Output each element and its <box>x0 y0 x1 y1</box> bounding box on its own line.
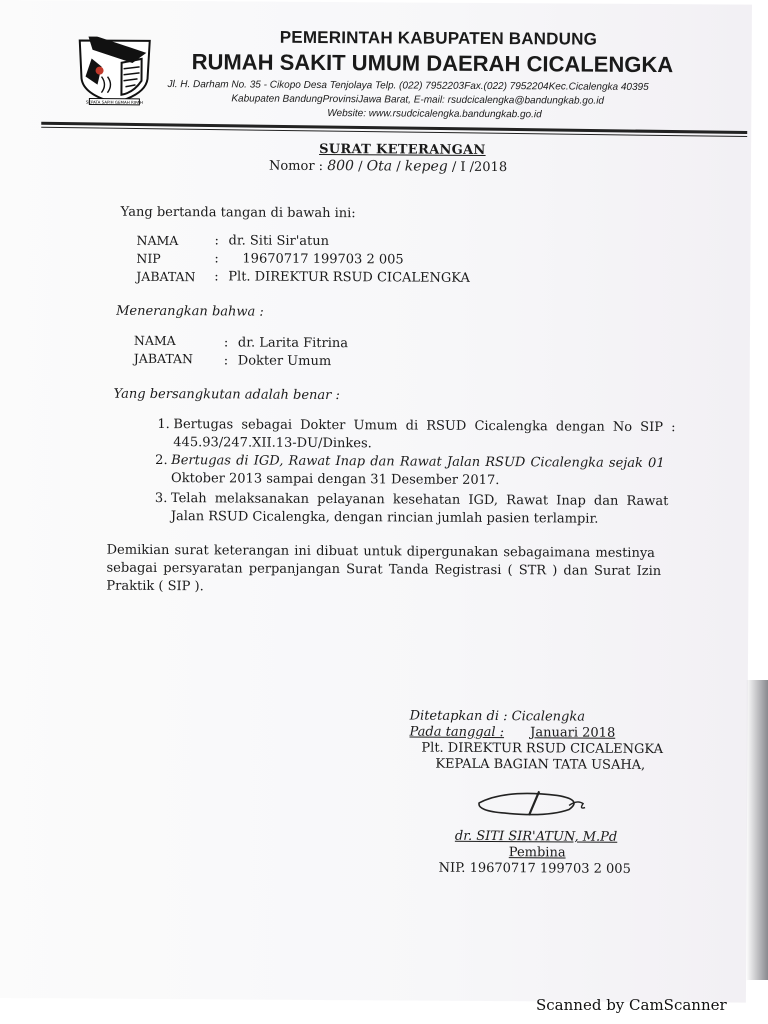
item-3-line-1: Telah melaksanakan pelayanan kesehatan IGD, Rawat Inap dan Rawat <box>170 491 669 510</box>
signer-nama-label: NAMA <box>136 232 179 249</box>
signer-jabatan-label: JABATAN <box>136 268 196 285</box>
subject-intro-text: Menerangkan bahwa <box>116 303 256 320</box>
subject-nama-label: NAMA <box>133 332 176 349</box>
address-line-2: Kabupaten BandungProvinsiJawa Barat, E-mail: rsudcicalengka@bandungkab.go.id <box>231 93 605 107</box>
item-2-line-2: Oktober 2013 sampai dengan 31 Desember 2017. <box>171 471 500 489</box>
page-edge-shadow <box>746 680 768 980</box>
signer-jabatan-value: Plt. DIREKTUR RSUD CICALENGKA <box>228 269 470 286</box>
nomor-label: Nomor : <box>268 158 324 174</box>
signer-name: dr. SITI SIR'ATUN, M.Pd <box>454 828 618 845</box>
scanner-watermark: Scanned by CamScanner <box>536 996 727 1014</box>
handwritten-signature <box>465 785 605 826</box>
logo-caption: SEPATA SAPIH GEMAH RIPAH <box>85 99 143 105</box>
address-line-1: Jl. H. Darham No. 35 - Cikopo Desa Tenjolaya Telp. (022) 7952203Fax.(022) 7952204Kec.Cicalengka 40395 <box>167 79 649 93</box>
subject-jabatan-label: JABATAN <box>133 350 194 367</box>
government-name: PEMERINTAH KABUPATEN BANDUNG <box>279 27 598 49</box>
closing-line-3: Praktik ( SIP ). <box>106 578 204 595</box>
item-1-line-1: Bertugas sebagai Dokter Umum di RSUD Cicalengka dengan No SIP : <box>173 417 676 436</box>
nomor-sep-2: / <box>396 159 401 175</box>
subject-nama-value: dr. Larita Fitrina <box>237 335 349 352</box>
position-line-2: KEPALA BAGIAN TATA USAHA, <box>435 756 646 773</box>
signer-nama-value: dr. Siti Sir'atun <box>228 233 330 250</box>
pada-tanggal-value: Januari 2018 <box>530 725 616 741</box>
subject-jabatan-colon: : <box>223 353 229 369</box>
letter-title: SURAT KETERANGAN <box>319 141 486 158</box>
signer-intro: Yang bertanda tangan di bawah ini: <box>120 204 356 222</box>
statement-intro: Yang bersangkutan adalah benar : <box>113 386 340 404</box>
subject-jabatan-value: Dokter Umum <box>237 353 332 370</box>
hospital-logo <box>71 36 157 107</box>
signer-nip: NIP. 19670717 199703 2 005 <box>438 860 631 877</box>
signer-nip-colon: : <box>214 251 219 267</box>
item-2-number: 2. <box>155 452 168 469</box>
hospital-name: RUMAH SAKIT UMUM DAERAH CICALENGKA <box>191 49 674 78</box>
letter-number <box>269 158 507 175</box>
nomor-handwritten-2: Ota <box>366 158 393 175</box>
closing-line-1: Demikian surat keterangan ini dibuat untuk dipergunakan sebagaimana mestinya <box>106 542 655 562</box>
signer-rank: Pembina <box>508 845 566 861</box>
ditetapkan-di: Ditetapkan di : Cicalengka <box>409 708 586 725</box>
signer-nip-label: NIP <box>136 250 161 266</box>
item-3-line-2: Jalan RSUD Cicalengka, dengan rincian jumlah pasien terlampir. <box>170 509 599 527</box>
subject-intro <box>116 304 264 320</box>
item-3-number: 3. <box>154 490 168 507</box>
signer-nip-value: 19670717 199703 2 005 <box>242 251 404 268</box>
item-1-number: 1. <box>157 416 170 433</box>
subject-nama-colon: : <box>223 335 229 351</box>
pada-tanggal-label: Pada tanggal : <box>409 724 505 741</box>
item-1-line-2: 445.93/247.XII.13-DU/Dinkes. <box>173 435 372 452</box>
signer-nama-colon: : <box>214 233 219 249</box>
nomor-handwritten-3: kepeg <box>404 158 448 175</box>
subject-intro-colon: : <box>259 304 264 320</box>
nomor-sep-1: / <box>358 159 363 175</box>
website-line: Website: www.rsudcicalengka.bandungkab.go.id <box>327 108 542 121</box>
closing-line-2: sebagai persyaratan perpanjangan Surat Tanda Registrasi ( STR ) dan Surat Izin <box>106 560 662 580</box>
position-line-1: Plt. DIREKTUR RSUD CICALENGKA <box>421 740 664 758</box>
nomor-suffix: / I /2018 <box>451 159 508 176</box>
nomor-handwritten-1: 800 <box>327 158 355 175</box>
pada-tanggal <box>409 725 615 741</box>
signer-jabatan-colon: : <box>214 269 219 285</box>
item-2-line-1: Bertugas di IGD, Rawat Inap dan Rawat Jalan RSUD Cicalengka sejak 01 <box>171 453 665 472</box>
